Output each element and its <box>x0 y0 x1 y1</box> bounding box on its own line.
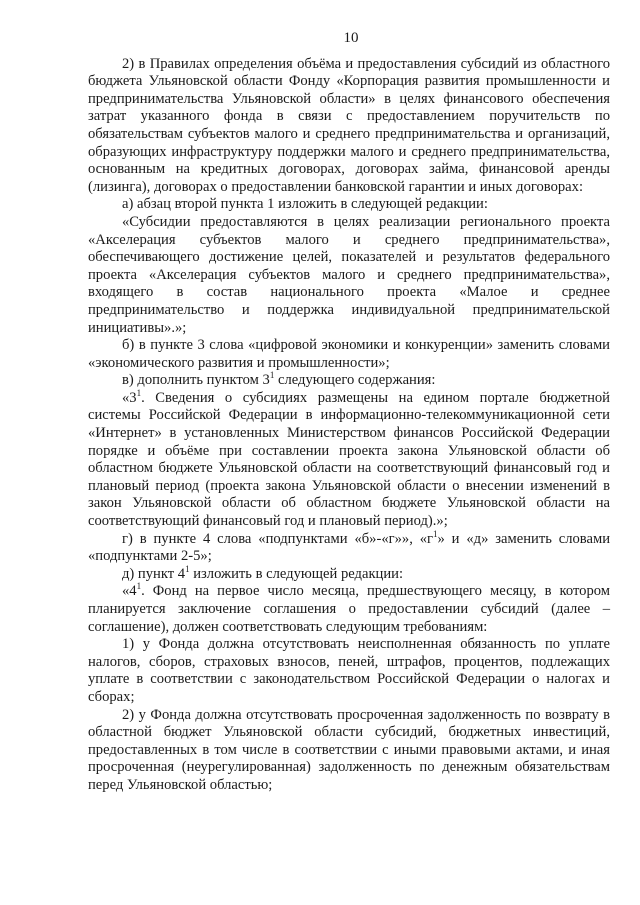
paragraph-requirement-2: 2) у Фонда должна отсутствовать просроченная задолженность по возврату в областной бюджет Ульяновской области субсидий, бюджетных инвестиций, предоставленных в том числе в соответствии с иными правовыми актами, и иная просроченная (неурегулированная) задолженность по денежным обязательствам перед Ульяновской областью; <box>88 706 610 793</box>
paragraph-text: в) дополнить пунктом 3 <box>122 372 270 389</box>
paragraph-point-4-1 <box>88 583 610 636</box>
paragraph-item-d <box>88 563 610 584</box>
paragraph-text: » и «д» заменить словами «подпунктами 2-5»; <box>88 530 611 565</box>
superscript: 1 <box>269 370 275 381</box>
paragraph-text: «4 <box>122 583 137 600</box>
paragraph-rules-intro: 2) в Правилах определения объёма и предоставления субсидий из областного бюджета Ульяновской области Фонду «Корпорация развития промышленности и предпринимательства Ульяновской области» в целях финансового обеспечения затрат указанного фонда в связи с предоставлением поручительств по обязательствам субъектов малого и среднего предпринимательства и организаций, образующих инфраструктуру поддержки малого и среднего предпринимательства, основанным на кредитных договорах, договорах займа, финансовой аренды (лизинга), договорах о предоставлении банковской гарантии и иных договорах: <box>88 55 610 195</box>
paragraph-text: . Фонд на первое число месяца, предшествующего месяцу, в котором планируется заключение соглашения о предоставлении субсидий (далее – соглашение), должен соответствовать следующим требованиям: <box>88 583 610 635</box>
paragraph-item-a-text: «Субсидии предоставляются в целях реализации регионального проекта «Акселерация субъектов малого и среднего предпринимательства», обеспечивающего достижение целей, показателей и результатов федерального проекта «Акселерация субъектов малого и среднего предпринимательства», входящего в состав национального проекта «Малое и среднее предпринимательство и поддержка индивидуальной предпринимательской инициативы».»; <box>88 213 610 336</box>
superscript: 1 <box>185 563 190 574</box>
paragraph-item-a: а) абзац второй пункта 1 изложить в следующей редакции: <box>122 196 488 213</box>
paragraph-text: д) пункт 4 <box>122 565 186 582</box>
paragraph-text: . Сведения о субсидиях размещены на едином портале бюджетной системы Российской Федерации в информационно-телекоммуникационной сети «Интернет» в установленных Министерством финансов Российской Федерации порядке и объёме при составлении проекта закона Ульяновской области об областном бюджете Ульяновской области на соответствующий финансовый год и плановый период (проекта закона Ульяновской области о внесении изменений в закон Ульяновской области об областном бюджете Ульяновской области на соответствующий финансовый год и плановый период).»; <box>88 389 610 530</box>
superscript: 1 <box>136 387 142 398</box>
superscript: 1 <box>136 581 142 592</box>
page-number: 10 <box>343 30 359 46</box>
paragraph-text: г) в пункте 4 слова «подпунктами «б»-«г»», «г <box>122 530 434 547</box>
paragraph-item-b: б) в пункте 3 слова «цифровой экономики и конкуренции» заменить словами «экономического развития и промышленности»; <box>88 337 610 371</box>
paragraph-requirement-1: 1) у Фонда должна отсутствовать неисполненная обязанность по уплате налогов, сборов, страховых взносов, пеней, штрафов, процентов, подлежащих уплате в соответствии с законодательством Российской Федерации о налогах и сборах; <box>88 636 610 705</box>
paragraph-point-3-1 <box>88 387 610 531</box>
paragraph-item-g <box>88 528 611 566</box>
superscript: 1 <box>433 528 438 539</box>
document-page <box>88 30 610 795</box>
paragraph-text: изложить в следующей редакции: <box>189 565 404 582</box>
paragraph-text: следующего содержания: <box>274 372 436 389</box>
paragraph-item-v <box>88 372 610 390</box>
paragraph-text: «3 <box>122 389 137 406</box>
